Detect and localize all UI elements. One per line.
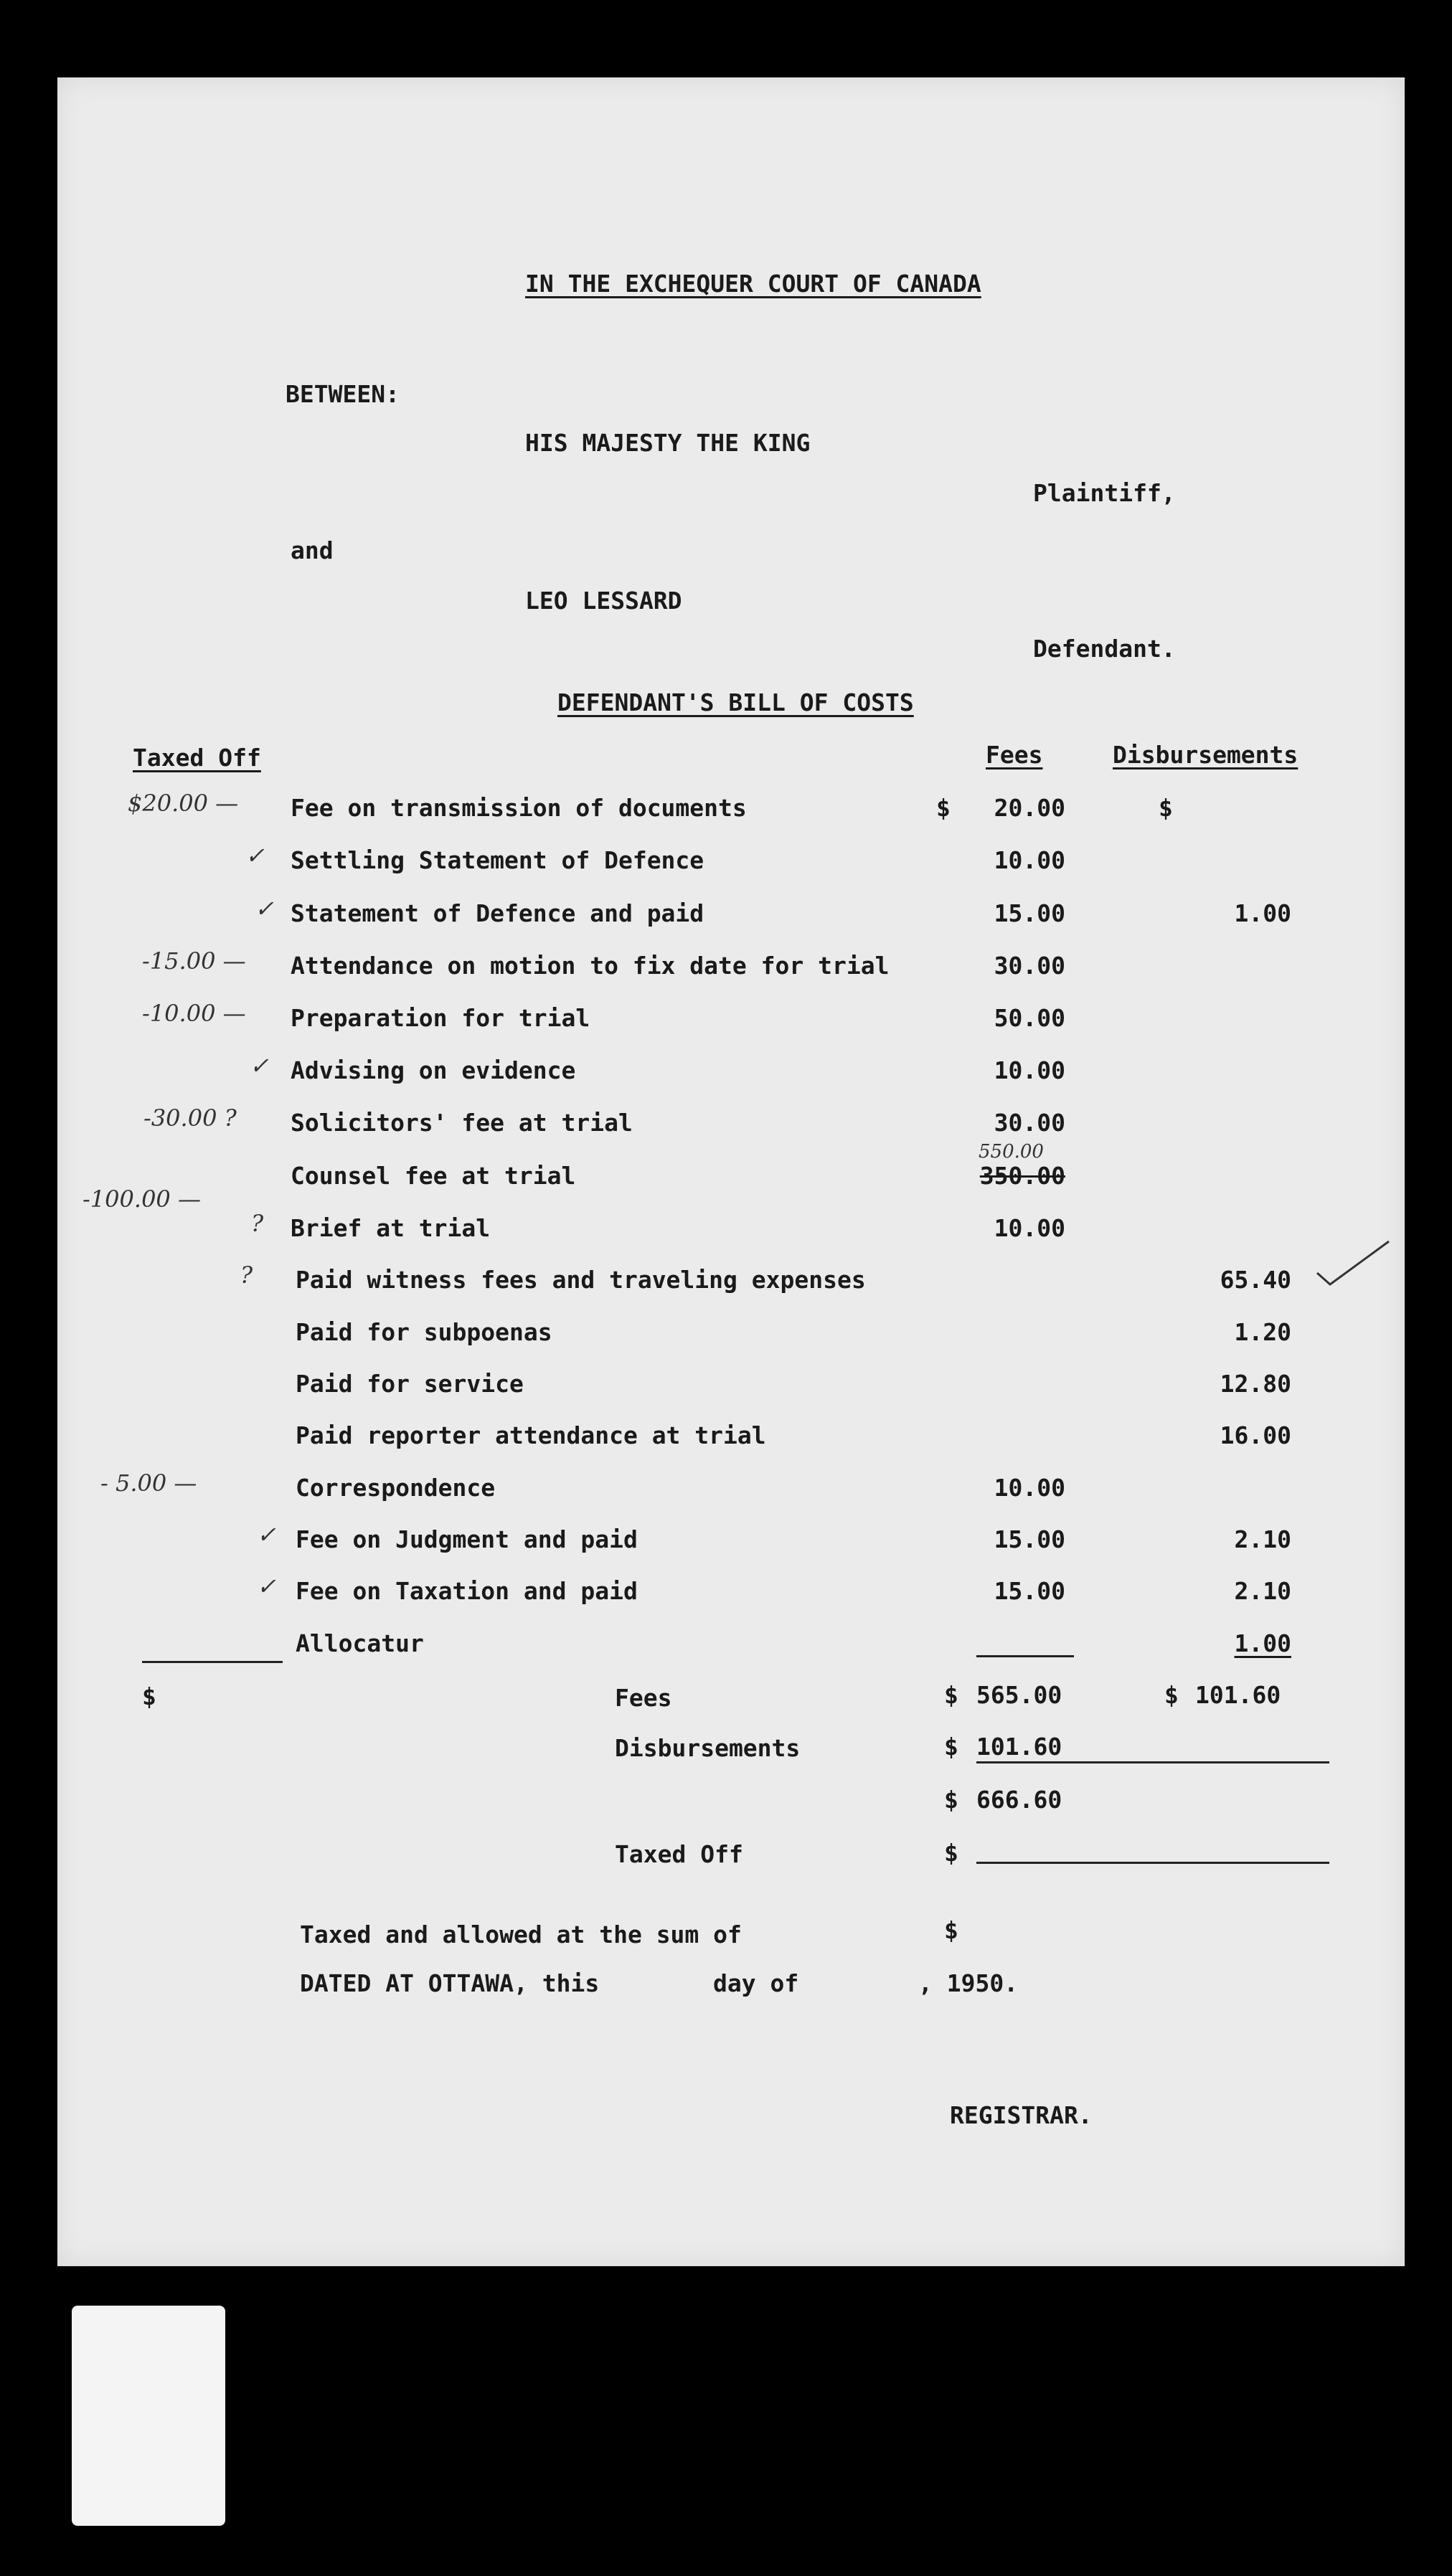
item-fee: 15.00 xyxy=(994,1577,1065,1605)
taxed-off-total-currency: $ xyxy=(944,1839,958,1867)
sum-rule xyxy=(976,1761,1329,1763)
registrar-label: REGISTRAR. xyxy=(950,2101,1093,2129)
item-fee: 10.00 xyxy=(994,1056,1065,1084)
taxed-off-note: -10.00 — xyxy=(142,1000,246,1027)
disb-currency: $ xyxy=(1159,794,1173,822)
item-fee: 50.00 xyxy=(994,1004,1065,1032)
fees-total-value: 565.00 xyxy=(976,1681,1062,1709)
allowed-text: Taxed and allowed at the sum of xyxy=(300,1921,742,1948)
taxed-off-note: ✓ xyxy=(250,1052,269,1079)
item-disbursement: 1.20 xyxy=(1234,1318,1291,1346)
item-description: Paid for service xyxy=(296,1370,524,1398)
item-description: Preparation for trial xyxy=(291,1004,590,1032)
item-fee: 10.00 xyxy=(994,1214,1065,1242)
fee-rule xyxy=(976,1655,1074,1657)
item-fee-struck: 350.00 xyxy=(979,1162,1065,1190)
item-disbursement: 12.80 xyxy=(1220,1370,1291,1398)
item-description: Brief at trial xyxy=(291,1214,491,1242)
counsel-fee-handwritten: 550.00 xyxy=(979,1141,1044,1162)
item-description: Paid witness fees and traveling expenses xyxy=(296,1266,866,1294)
item-disbursement: 65.40 xyxy=(1220,1266,1291,1294)
item-description: Allocatur xyxy=(296,1629,424,1657)
item-description: Counsel fee at trial xyxy=(291,1162,576,1190)
taxed-off-note: ✓ xyxy=(257,1521,276,1548)
taxed-off-note: -15.00 — xyxy=(142,947,246,975)
dated-place: DATED AT OTTAWA, this xyxy=(300,1969,600,1997)
plaintiff-name: HIS MAJESTY THE KING xyxy=(525,429,811,457)
taxed-off-note: ? xyxy=(251,1210,264,1237)
item-disbursement: 2.10 xyxy=(1234,1525,1291,1553)
taxed-off-note: ? xyxy=(240,1261,253,1289)
and-label: and xyxy=(291,536,334,564)
col-fees: Fees xyxy=(986,741,1043,769)
disb-total-currency: $ xyxy=(1164,1681,1179,1709)
fee-currency: $ xyxy=(936,794,951,822)
defendant-role: Defendant. xyxy=(1033,635,1176,663)
taxed-off-note: ✓ xyxy=(257,1573,276,1600)
bill-title: DEFENDANT'S BILL OF COSTS xyxy=(557,688,914,716)
court-heading: IN THE EXCHEQUER COURT OF CANADA xyxy=(525,270,981,298)
item-fee: 30.00 xyxy=(994,1109,1065,1137)
item-disbursement: 1.00 xyxy=(1234,899,1291,927)
taxed-off-total-label: Taxed Off xyxy=(615,1840,743,1868)
taxed-off-rule xyxy=(142,1661,283,1663)
item-description: Advising on evidence xyxy=(291,1056,576,1084)
grand-total-currency: $ xyxy=(944,1786,958,1814)
item-description: Fee on transmission of documents xyxy=(291,794,747,822)
col-disbursements: Disbursements xyxy=(1113,741,1298,769)
checkmark-arrow-icon xyxy=(1314,1237,1393,1287)
taxed-off-note: $20.00 — xyxy=(128,790,239,817)
taxed-off-note: - 5.00 — xyxy=(100,1469,197,1497)
item-disbursement: 2.10 xyxy=(1234,1577,1291,1605)
item-fee: 30.00 xyxy=(994,952,1065,980)
taxed-off-note: ✓ xyxy=(255,895,274,922)
col-taxed-off: Taxed Off xyxy=(133,744,261,772)
item-disbursement: 16.00 xyxy=(1220,1421,1291,1449)
item-description: Attendance on motion to fix date for trial xyxy=(291,952,890,980)
item-fee: 20.00 xyxy=(994,794,1065,822)
item-description: Solicitors' fee at trial xyxy=(291,1109,633,1137)
disbursements-currency: $ xyxy=(944,1733,958,1761)
item-description: Paid reporter attendance at trial xyxy=(296,1421,766,1449)
item-description: Paid for subpoenas xyxy=(296,1318,552,1346)
disbursements-value: 101.60 xyxy=(976,1733,1062,1761)
item-description: Fee on Taxation and paid xyxy=(296,1577,638,1605)
grand-total-value: 666.60 xyxy=(976,1786,1062,1814)
item-description: Correspondence xyxy=(296,1474,496,1502)
item-description: Settling Statement of Defence xyxy=(291,846,704,874)
item-description: Statement of Defence and paid xyxy=(291,899,704,927)
item-fee: 15.00 xyxy=(994,899,1065,927)
disb-total-value: 101.60 xyxy=(1195,1681,1281,1709)
disbursements-label: Disbursements xyxy=(615,1734,801,1762)
allowed-currency: $ xyxy=(944,1916,958,1944)
item-description: Fee on Judgment and paid xyxy=(296,1525,638,1553)
item-disbursement: 1.00 xyxy=(1234,1629,1291,1657)
item-fee: 10.00 xyxy=(994,846,1065,874)
taxed-off-note: -30.00 ? xyxy=(143,1104,237,1132)
dated-day: day of xyxy=(713,1969,799,1997)
item-fee: 10.00 xyxy=(994,1474,1065,1502)
dated-year: , 1950. xyxy=(918,1969,1019,1997)
taxed-off-total-rule xyxy=(976,1862,1329,1864)
taxed-off-note: ✓ xyxy=(245,842,265,869)
fees-total-label: Fees xyxy=(615,1684,672,1712)
item-fee: 15.00 xyxy=(994,1525,1065,1553)
defendant-name: LEO LESSARD xyxy=(525,587,682,615)
archive-label-card xyxy=(72,2306,225,2526)
plaintiff-role: Plaintiff, xyxy=(1033,479,1176,507)
taxed-off-note: -100.00 — xyxy=(82,1185,201,1213)
taxed-off-currency: $ xyxy=(142,1682,156,1710)
between-label: BETWEEN: xyxy=(286,380,400,408)
fees-total-currency: $ xyxy=(944,1681,958,1709)
